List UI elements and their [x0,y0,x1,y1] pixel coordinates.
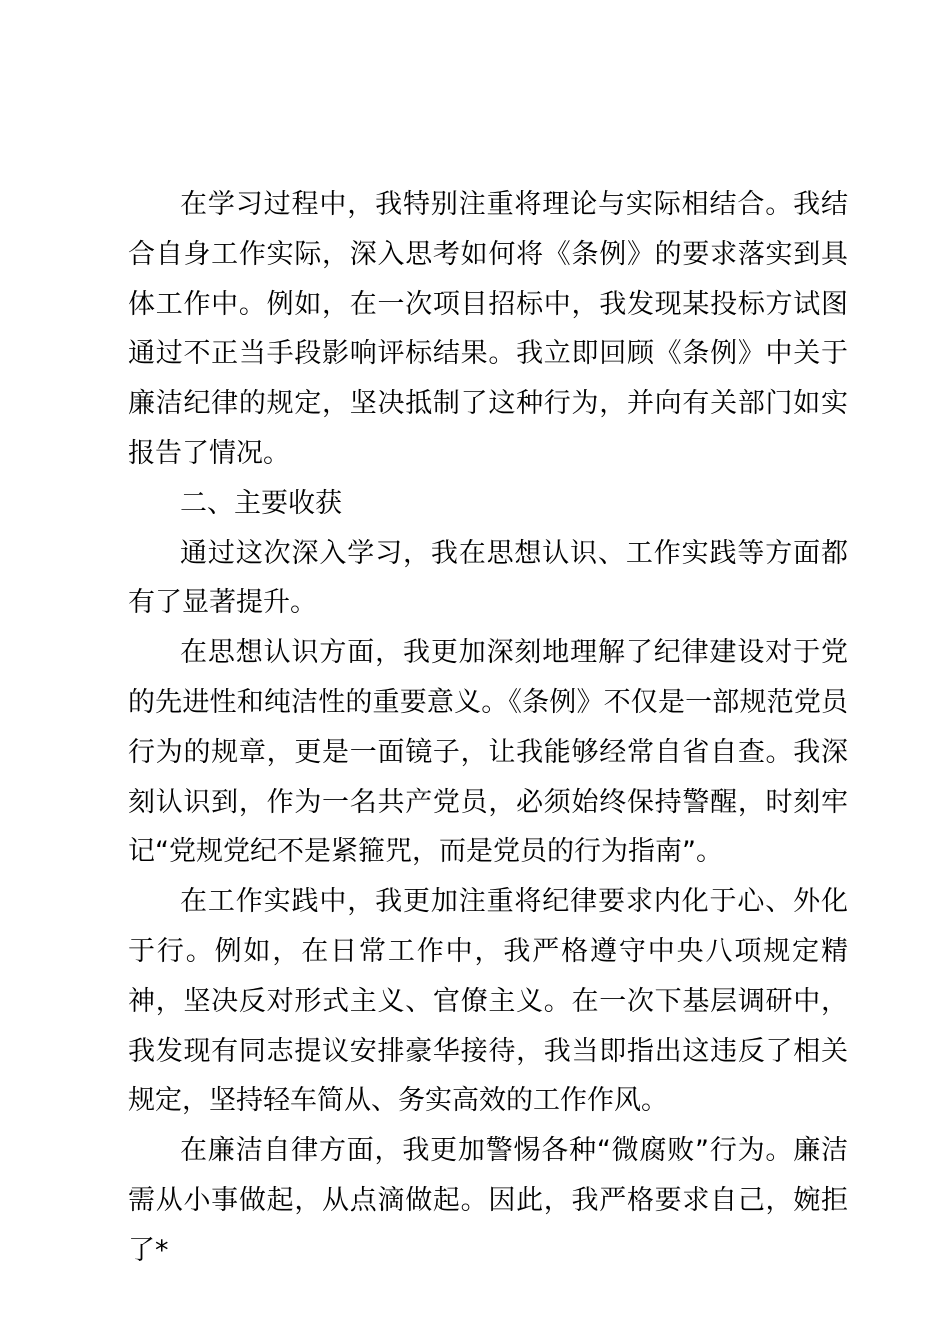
paragraph-integrity-self-discipline: 在廉洁自律方面，我更加警惕各种“微腐败”行为。廉洁需从小事做起，从点滴做起。因此，我严格要求自己，婉拒了* [128,1135,848,1266]
paragraph-gains-intro: 通过这次深入学习，我在思想认识、工作实践等方面都有了显著提升。 [128,537,848,619]
document-body [128,180,848,1276]
paragraph-ideological-awareness: 在思想认识方面，我更加深刻地理解了纪律建设对于党的先进性和纯洁性的重要意义。《条例》不仅是一部规范党员行为的规章，更是一面镜子，让我能够经常自省自查。我深刻认识到，作为一名共产党员，必须始终保持警醒，时刻牢记“党规党纪不是紧箍咒，而是党员的行为指南”。 [128,637,848,868]
paragraph-study-process: 在学习过程中，我特别注重将理论与实际相结合。我结合自身工作实际，深入思考如何将《条例》的要求落实到具体工作中。例如，在一次项目招标中，我发现某投标方试图通过不正当手段影响评标结果。我立即回顾《条例》中关于廉洁纪律的规定，坚决抵制了这种行为，并向有关部门如实报告了情况。 [128,189,848,469]
paragraph-work-practice: 在工作实践中，我更加注重将纪律要求内化于心、外化于行。例如，在日常工作中，我严格遵守中央八项规定精神，坚决反对形式主义、官僚主义。在一次下基层调研中，我发现有同志提议安排豪华接待，我当即指出这违反了相关规定，坚持轻车简从、务实高效的工作作风。 [128,886,848,1117]
section-heading-main-gains: 二、主要收获 [180,487,342,519]
